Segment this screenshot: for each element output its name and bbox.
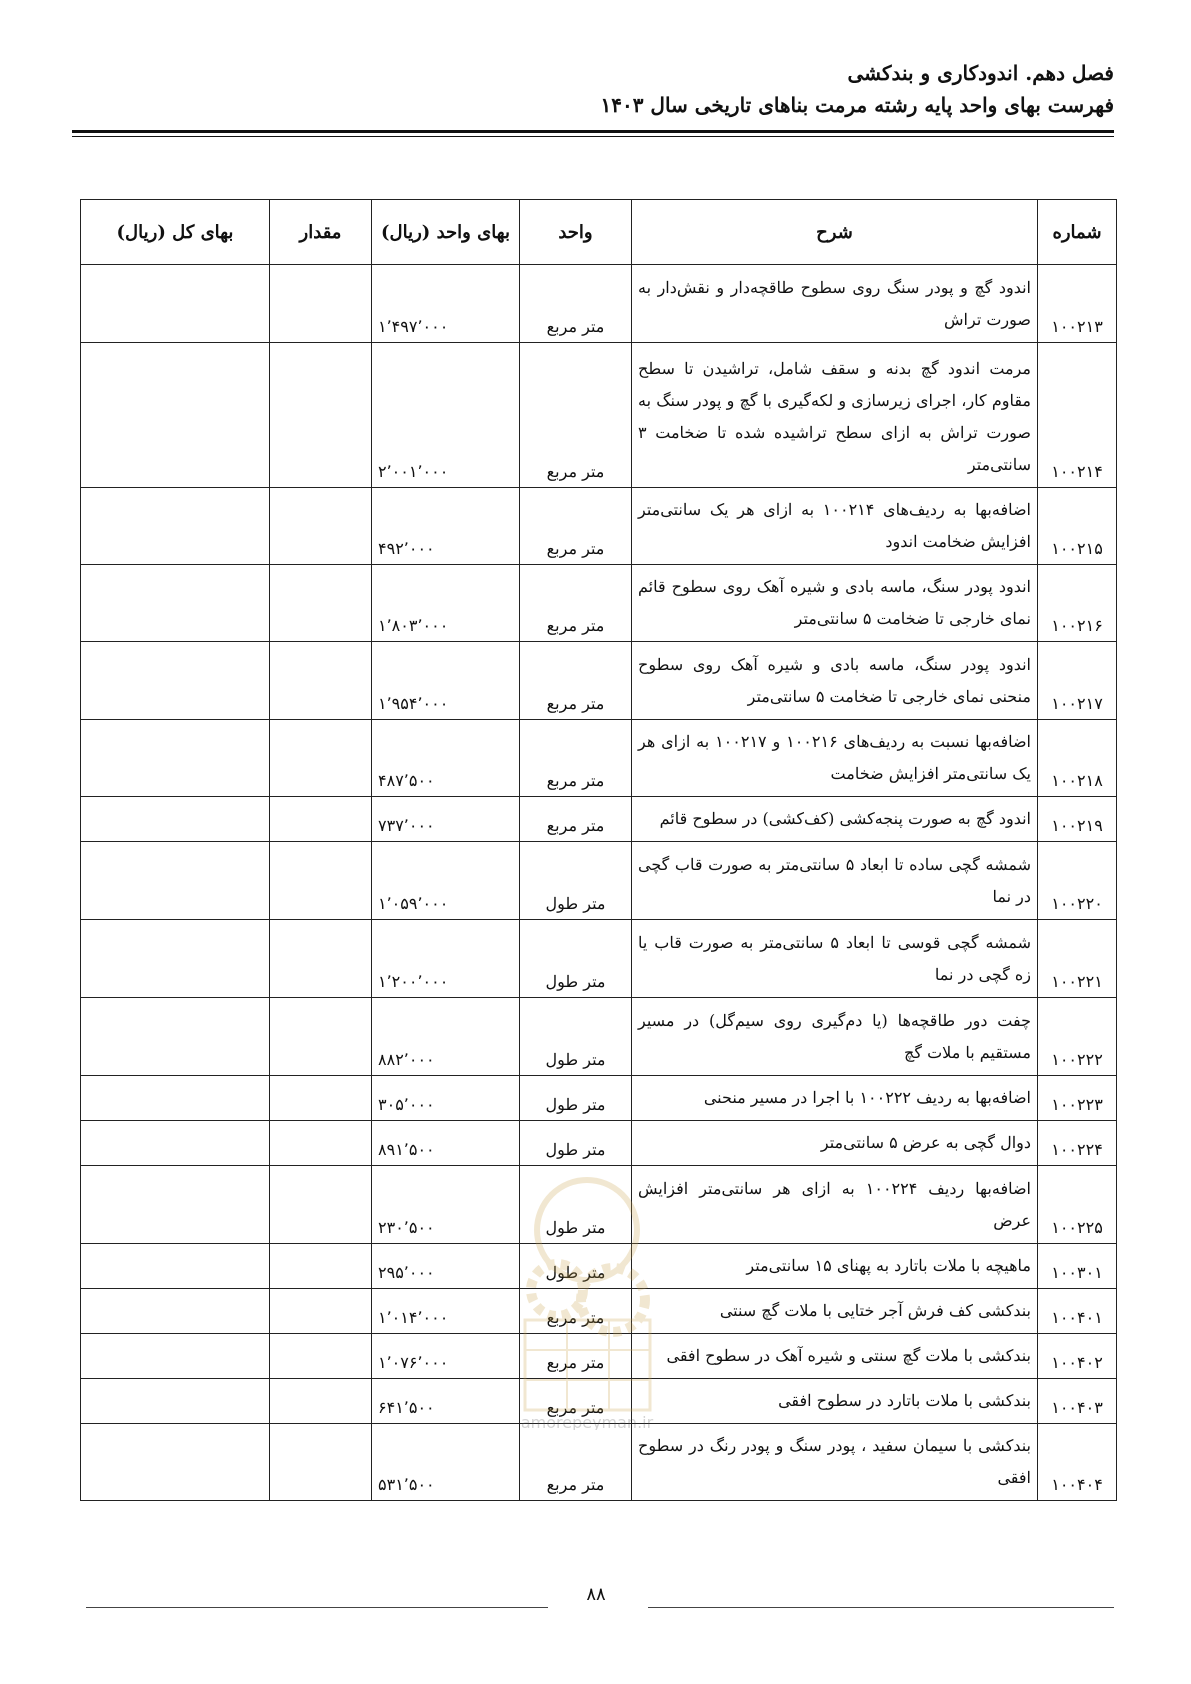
row-total-price [81, 1121, 270, 1166]
row-number: ۱۰۰۴۰۴ [1038, 1424, 1117, 1501]
row-quantity [270, 1379, 372, 1424]
table-row [81, 920, 1117, 998]
row-description: اندود پودر سنگ، ماسه بادی و شیره آهک روی سطوح منحنی نمای خارجی تا ضخامت ۵ سانتی‌متر [632, 642, 1038, 720]
row-description: اضافه‌بها نسبت به ردیف‌های ۱۰۰۲۱۶ و ۱۰۰۲۱۷ به ازای هر یک سانتی‌متر افزایش ضخامت [632, 720, 1038, 797]
row-unit: متر طول [520, 998, 632, 1076]
row-unit: متر مربع [520, 720, 632, 797]
row-unit-price: ۱٬۴۹۷٬۰۰۰ [372, 265, 520, 343]
header-unit-price: بهای واحد (ریال) [372, 200, 520, 265]
row-quantity [270, 920, 372, 998]
row-unit-price: ۶۴۱٬۵۰۰ [372, 1379, 520, 1424]
row-unit-price: ۴۸۷٬۵۰۰ [372, 720, 520, 797]
row-unit-price: ۱٬۰۷۶٬۰۰۰ [372, 1334, 520, 1379]
row-quantity [270, 265, 372, 343]
row-total-price [81, 720, 270, 797]
header-description: شرح [632, 200, 1038, 265]
table-header-row [81, 200, 1117, 265]
watermark-text: amorepeyman.ir [520, 1413, 654, 1430]
table-row [81, 797, 1117, 842]
row-total-price [81, 1076, 270, 1121]
table-row [81, 565, 1117, 642]
row-description: اضافه‌بها به ردیف ۱۰۰۲۲۲ با اجرا در مسیر منحنی [632, 1076, 1038, 1121]
row-total-price [81, 797, 270, 842]
row-quantity [270, 1076, 372, 1121]
row-unit-price: ۵۳۱٬۵۰۰ [372, 1424, 520, 1501]
table-row [81, 642, 1117, 720]
row-total-price [81, 265, 270, 343]
row-number: ۱۰۰۲۲۴ [1038, 1121, 1117, 1166]
table-row [81, 998, 1117, 1076]
row-number: ۱۰۰۴۰۳ [1038, 1379, 1117, 1424]
row-description: شمشه گچی ساده تا ابعاد ۵ سانتی‌متر به صورت قاب گچی در نما [632, 842, 1038, 920]
row-quantity [270, 1424, 372, 1501]
row-number: ۱۰۰۲۲۱ [1038, 920, 1117, 998]
table-row [81, 842, 1117, 920]
row-quantity [270, 842, 372, 920]
row-description: بندکشی با سیمان سفید ، پودر سنگ و پودر رنگ در سطوح افقی [632, 1424, 1038, 1501]
row-unit-price: ۱٬۰۱۴٬۰۰۰ [372, 1289, 520, 1334]
row-unit-price: ۲۹۵٬۰۰۰ [372, 1244, 520, 1289]
row-number: ۱۰۰۲۱۷ [1038, 642, 1117, 720]
header-quantity: مقدار [270, 200, 372, 265]
row-unit: متر مربع [520, 1379, 632, 1424]
row-quantity [270, 1166, 372, 1244]
row-quantity [270, 1334, 372, 1379]
row-quantity [270, 1244, 372, 1289]
header-rule-thick [72, 130, 1114, 133]
row-unit: متر مربع [520, 1334, 632, 1379]
row-unit: متر طول [520, 1166, 632, 1244]
row-unit: متر طول [520, 1244, 632, 1289]
row-unit: متر مربع [520, 265, 632, 343]
row-number: ۱۰۰۲۱۶ [1038, 565, 1117, 642]
row-description: بندکشی با ملات گچ سنتی و شیره آهک در سطوح افقی [632, 1334, 1038, 1379]
row-unit: متر مربع [520, 642, 632, 720]
row-quantity [270, 998, 372, 1076]
row-total-price [81, 488, 270, 565]
header-rule-thin [72, 136, 1114, 137]
row-total-price [81, 998, 270, 1076]
row-unit: متر مربع [520, 1424, 632, 1501]
row-unit-price: ۱٬۹۵۴٬۰۰۰ [372, 642, 520, 720]
table-row [81, 1424, 1117, 1501]
table-row [81, 1076, 1117, 1121]
page-header [72, 58, 1114, 122]
row-unit: متر طول [520, 920, 632, 998]
watermark-logo [485, 1170, 690, 1430]
row-unit-price: ۸۹۱٬۵۰۰ [372, 1121, 520, 1166]
row-total-price [81, 1334, 270, 1379]
row-number: ۱۰۰۲۲۰ [1038, 842, 1117, 920]
row-total-price [81, 1379, 270, 1424]
header-number: شماره [1038, 200, 1117, 265]
row-description: چفت دور طاقچه‌ها (یا دم‌گیری روی سیم‌گل) در مسیر مستقیم با ملات گچ [632, 998, 1038, 1076]
row-number: ۱۰۰۲۱۹ [1038, 797, 1117, 842]
row-total-price [81, 842, 270, 920]
row-number: ۱۰۰۴۰۱ [1038, 1289, 1117, 1334]
row-unit: متر طول [520, 842, 632, 920]
row-unit: متر مربع [520, 488, 632, 565]
row-description: اندود گچ و پودر سنگ روی سطوح طاقچه‌دار و نقش‌دار به صورت تراش [632, 265, 1038, 343]
row-quantity [270, 797, 372, 842]
row-quantity [270, 720, 372, 797]
header-total-price: بهای کل (ریال) [81, 200, 270, 265]
row-total-price [81, 1166, 270, 1244]
row-description: اندود گچ به صورت پنجه‌کشی (کف‌کشی) در سطوح قائم [632, 797, 1038, 842]
row-description: مرمت اندود گچ بدنه و سقف شامل، تراشیدن تا سطح مقاوم کار، اجرای زیرسازی و لکه‌گیری با گچ و پودر سنگ به صورت تراش به ازای سطح تراشیده شده تا ضخامت ۳ سانتی‌متر [632, 343, 1038, 488]
row-total-price [81, 642, 270, 720]
row-unit-price: ۳۰۵٬۰۰۰ [372, 1076, 520, 1121]
row-quantity [270, 343, 372, 488]
table-row [81, 265, 1117, 343]
row-description: اندود پودر سنگ، ماسه بادی و شیره آهک روی سطوح قائم نمای خارجی تا ضخامت ۵ سانتی‌متر [632, 565, 1038, 642]
row-unit-price: ۸۸۲٬۰۰۰ [372, 998, 520, 1076]
row-total-price [81, 343, 270, 488]
row-number: ۱۰۰۲۲۵ [1038, 1166, 1117, 1244]
row-description: شمشه گچی قوسی تا ابعاد ۵ سانتی‌متر به صورت قاب یا زه گچی در نما [632, 920, 1038, 998]
row-number: ۱۰۰۲۲۲ [1038, 998, 1117, 1076]
row-number: ۱۰۰۲۱۵ [1038, 488, 1117, 565]
page-number: ۸۸ [586, 1584, 606, 1605]
document-subtitle: فهرست بهای واحد پایه رشته مرمت بناهای تاریخی سال ۱۴۰۳ [600, 93, 1114, 117]
row-total-price [81, 1289, 270, 1334]
row-unit: متر مربع [520, 343, 632, 488]
row-quantity [270, 565, 372, 642]
row-description: ماهیچه با ملات باتارد به پهنای ۱۵ سانتی‌متر [632, 1244, 1038, 1289]
row-unit-price: ۷۳۷٬۰۰۰ [372, 797, 520, 842]
footer-line-left [86, 1607, 548, 1608]
row-description: اضافه‌بها به ردیف‌های ۱۰۰۲۱۴ به ازای هر یک سانتی‌متر افزایش ضخامت اندود [632, 488, 1038, 565]
row-description: بندکشی کف فرش آجر ختایی با ملات گچ سنتی [632, 1289, 1038, 1334]
row-unit: متر طول [520, 1076, 632, 1121]
row-unit-price: ۴۹۲٬۰۰۰ [372, 488, 520, 565]
table-row [81, 488, 1117, 565]
row-total-price [81, 1244, 270, 1289]
chapter-title: فصل دهم. اندودکاری و بندکشی [847, 61, 1114, 85]
row-unit-price: ۲۳۰٬۵۰۰ [372, 1166, 520, 1244]
row-quantity [270, 488, 372, 565]
table-row [81, 720, 1117, 797]
row-number: ۱۰۰۲۱۴ [1038, 343, 1117, 488]
row-quantity [270, 1289, 372, 1334]
table-row [81, 1121, 1117, 1166]
row-unit: متر طول [520, 1121, 632, 1166]
row-unit: متر مربع [520, 565, 632, 642]
row-quantity [270, 1121, 372, 1166]
row-unit: متر مربع [520, 1289, 632, 1334]
row-unit: متر مربع [520, 797, 632, 842]
row-number: ۱۰۰۴۰۲ [1038, 1334, 1117, 1379]
row-quantity [270, 642, 372, 720]
row-description: اضافه‌بها ردیف ۱۰۰۲۲۴ به ازای هر سانتی‌متر افزایش عرض [632, 1166, 1038, 1244]
table-row [81, 343, 1117, 488]
row-unit-price: ۲٬۰۰۱٬۰۰۰ [372, 343, 520, 488]
row-number: ۱۰۰۲۱۳ [1038, 265, 1117, 343]
row-number: ۱۰۰۲۲۳ [1038, 1076, 1117, 1121]
row-number: ۱۰۰۲۱۸ [1038, 720, 1117, 797]
row-total-price [81, 1424, 270, 1501]
row-unit-price: ۱٬۲۰۰٬۰۰۰ [372, 920, 520, 998]
row-unit-price: ۱٬۸۰۳٬۰۰۰ [372, 565, 520, 642]
footer-line-right [648, 1607, 1114, 1608]
row-number: ۱۰۰۳۰۱ [1038, 1244, 1117, 1289]
row-description: بندکشی با ملات باتارد در سطوح افقی [632, 1379, 1038, 1424]
row-total-price [81, 920, 270, 998]
header-unit: واحد [520, 200, 632, 265]
row-unit-price: ۱٬۰۵۹٬۰۰۰ [372, 842, 520, 920]
row-description: دوال گچی به عرض ۵ سانتی‌متر [632, 1121, 1038, 1166]
row-total-price [81, 565, 270, 642]
